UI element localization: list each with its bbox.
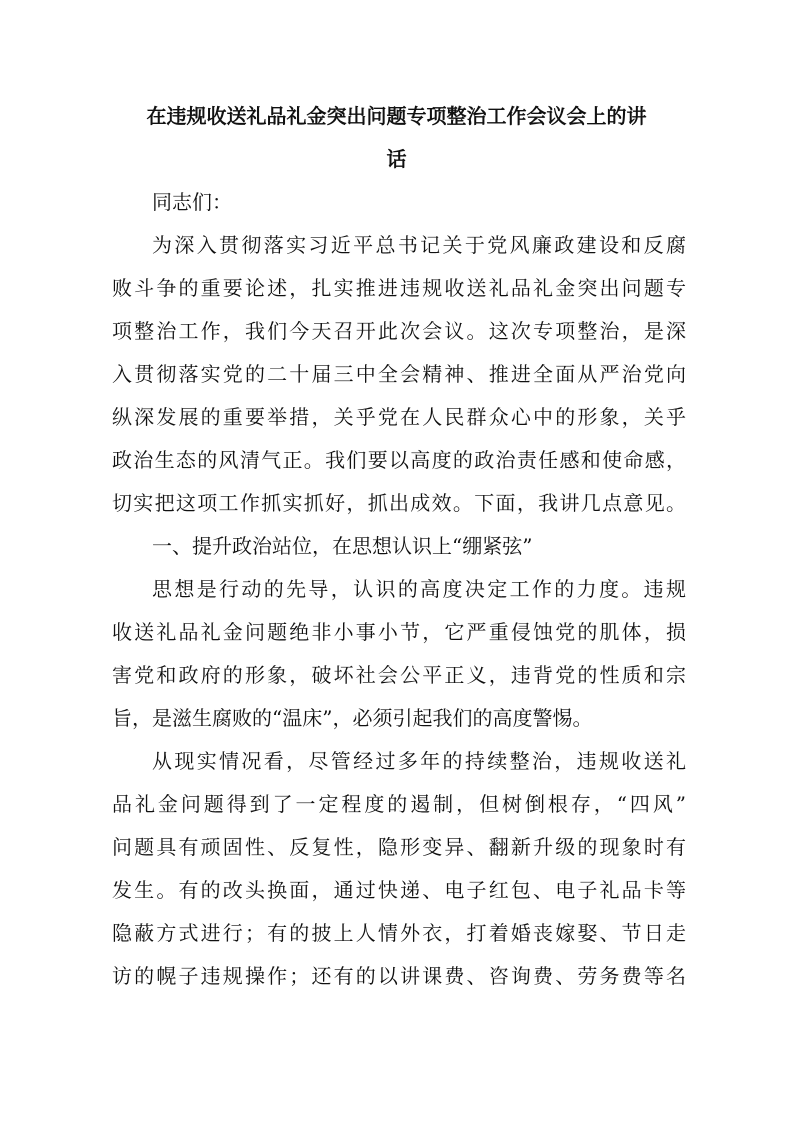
paragraph-line: 从现实情况看，尽管经过多年的持续整治，违规收送礼 — [152, 749, 686, 773]
paragraph-line: 入贯彻落实党的二十届三中全会精神、推进全面从严治党向 — [112, 362, 686, 386]
paragraph-line: 问题具有顽固性、反复性，隐形变异、翻新升级的现象时有 — [112, 835, 686, 859]
paragraph-line: 隐蔽方式进行；有的披上人情外衣，打着婚丧嫁娶、节日走 — [112, 921, 686, 945]
document-title-line-1: 在违规收送礼品礼金突出问题专项整治工作会议会上的讲 — [146, 104, 647, 128]
paragraph-line: 害党和政府的形象，破坏社会公平正义，违背党的性质和宗 — [112, 663, 686, 687]
paragraph-line: 发生。有的改头换面，通过快递、电子红包、电子礼品卡等 — [112, 878, 686, 902]
paragraph-line: 切实把这项工作抓实抓好，抓出成效。下面，我讲几点意见。 — [112, 491, 686, 515]
paragraph-line: 纵深发展的重要举措，关乎党在人民群众心中的形象，关乎 — [112, 405, 686, 429]
section-heading-1: 一、提升政治站位，在思想认识上“绷紧弦” — [152, 534, 533, 558]
paragraph-line: 政治生态的风清气正。我们要以高度的政治责任感和使命感， — [112, 448, 686, 472]
paragraph-line: 访的幌子违规操作；还有的以讲课费、咨询费、劳务费等名 — [112, 964, 686, 988]
paragraph-line: 思想是行动的先导，认识的高度决定工作的力度。违规 — [152, 577, 686, 601]
paragraph-line: 收送礼品礼金问题绝非小事小节，它严重侵蚀党的肌体，损 — [112, 620, 686, 644]
paragraph-line: 为深入贯彻落实习近平总书记关于党风廉政建设和反腐 — [152, 233, 686, 257]
paragraph-line: 败斗争的重要论述，扎实推进违规收送礼品礼金突出问题专 — [112, 276, 686, 300]
salutation: 同志们： — [152, 190, 232, 214]
paragraph-line: 品礼金问题得到了一定程度的遏制，但树倒根存，“四风” — [112, 792, 686, 816]
document-title-line-2: 话 — [386, 147, 407, 171]
paragraph-line: 旨，是滋生腐败的“温床”，必须引起我们的高度警惕。 — [112, 706, 593, 730]
paragraph-line: 项整治工作，我们今天召开此次会议。这次专项整治，是深 — [112, 319, 686, 343]
